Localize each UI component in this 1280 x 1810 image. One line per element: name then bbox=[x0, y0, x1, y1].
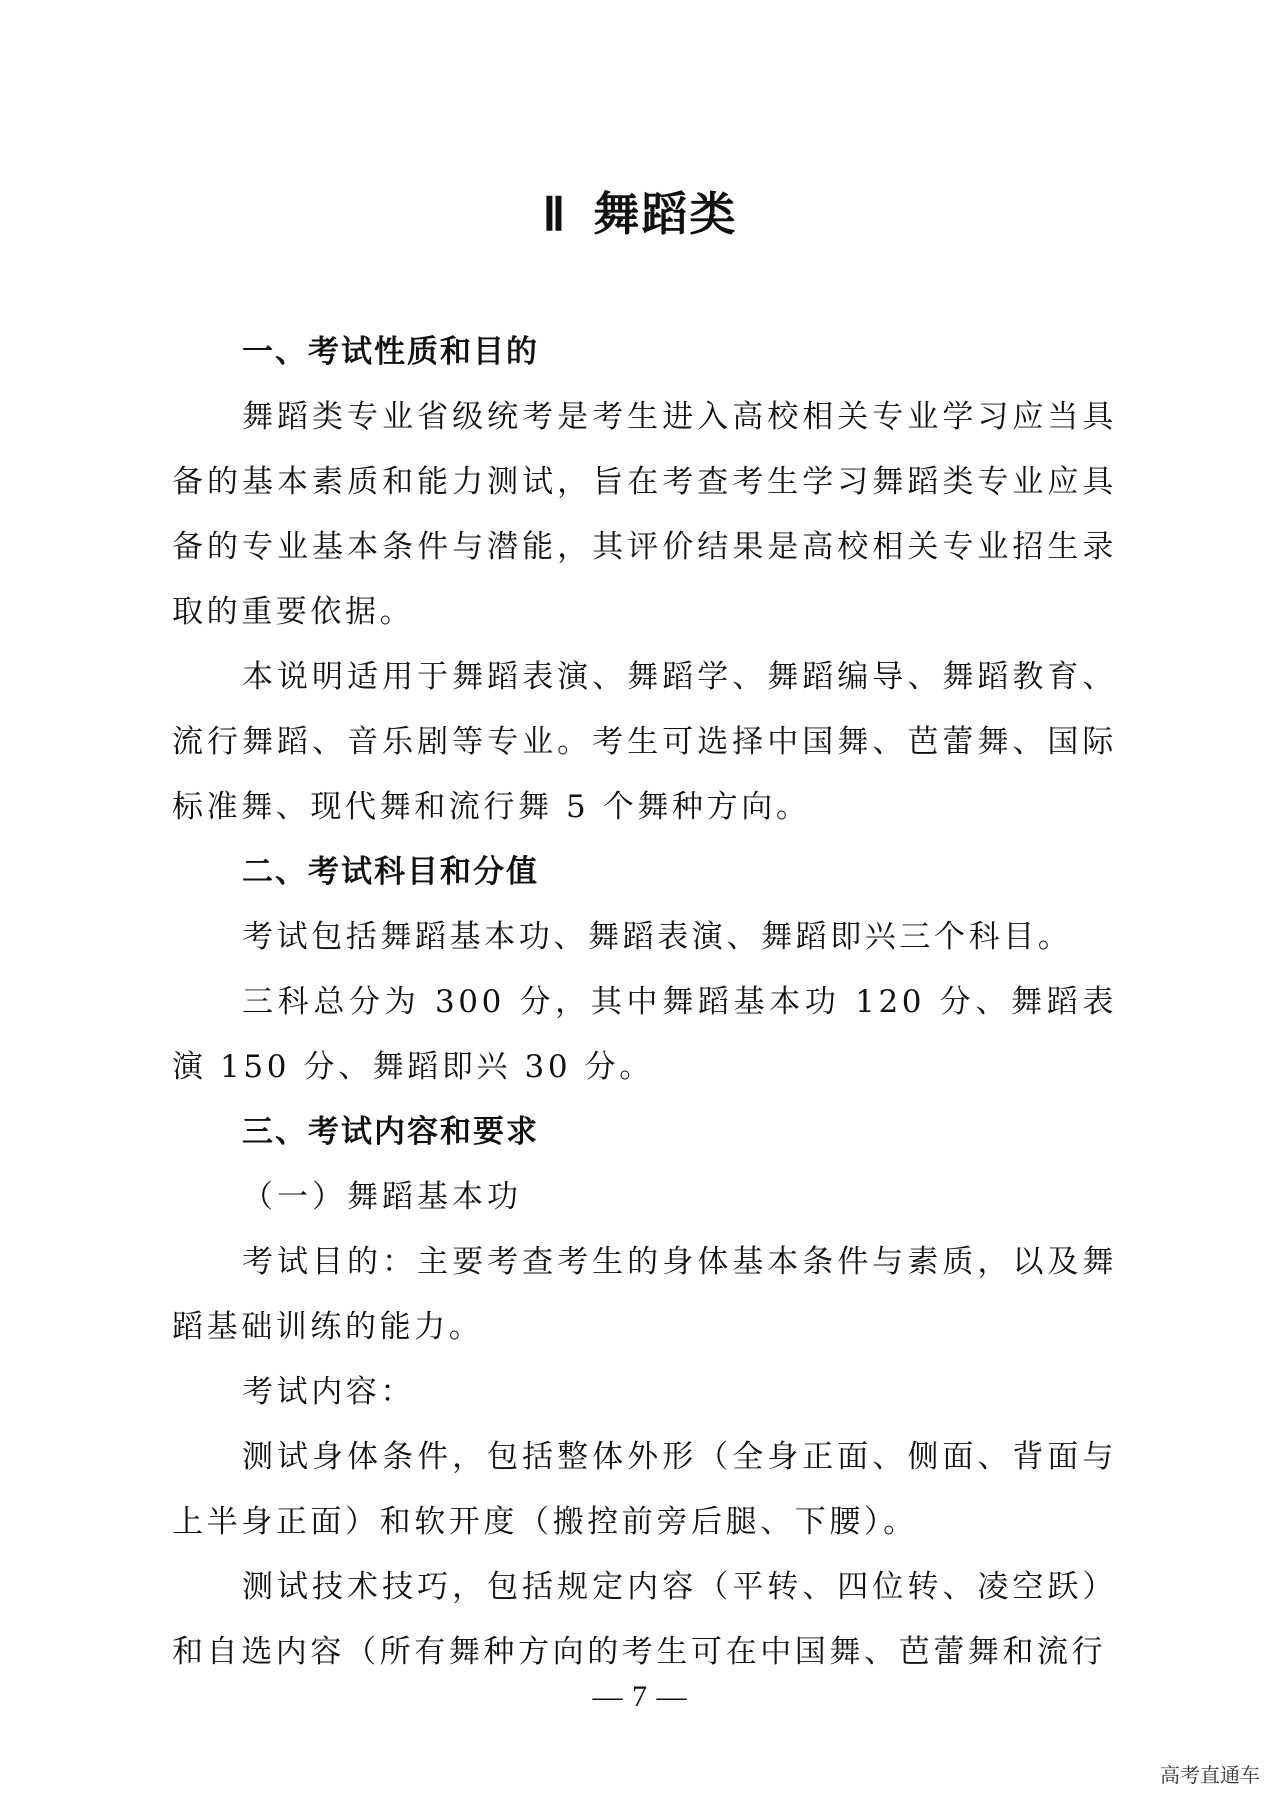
document-body bbox=[172, 320, 1117, 1685]
paragraph-purpose: 舞蹈类专业省级统考是考生进入高校相关专业学习应当具备的基本素质和能力测试，旨在考查考生学习舞蹈类专业应具备的专业基本条件与潜能，其评价结果是高校相关专业招生录取的重要依据。 bbox=[172, 399, 1117, 630]
title-roman-numeral: Ⅱ bbox=[542, 189, 568, 240]
paragraph-exam-purpose: 考试目的：主要考查考生的身体基本条件与素质，以及舞蹈基础训练的能力。 bbox=[172, 1244, 1117, 1345]
section-heading-1: 一、考试性质和目的 bbox=[242, 334, 539, 370]
watermark: 高考直通车 bbox=[1160, 1763, 1260, 1787]
paragraph-body-conditions: 测试身体条件，包括整体外形（全身正面、侧面、背面与上半身正面）和软开度（搬控前旁后腿、下腰）。 bbox=[172, 1439, 1117, 1540]
paragraph-scope: 本说明适用于舞蹈表演、舞蹈学、舞蹈编导、舞蹈教育、流行舞蹈、音乐剧等专业。考生可选择中国舞、芭蕾舞、国际标准舞、现代舞和流行舞 5 个舞种方向。 bbox=[172, 659, 1117, 825]
paragraph-scores: 三科总分为 300 分，其中舞蹈基本功 120 分、舞蹈表演 150 分、舞蹈即兴 30 分。 bbox=[172, 984, 1117, 1085]
section-heading-2: 二、考试科目和分值 bbox=[242, 854, 539, 890]
page-number: — 7 — bbox=[592, 1680, 688, 1713]
page-title bbox=[0, 178, 1280, 244]
paragraph-exam-content-label: 考试内容： bbox=[242, 1374, 415, 1410]
section-heading-3: 三、考试内容和要求 bbox=[242, 1114, 539, 1150]
paragraph-subjects: 考试包括舞蹈基本功、舞蹈表演、舞蹈即兴三个科目。 bbox=[242, 919, 1073, 955]
paragraph-technique: 测试技术技巧，包括规定内容（平转、四位转、凌空跃）和自选内容（所有舞种方向的考生可在中国舞、芭蕾舞和流行 bbox=[172, 1569, 1117, 1670]
subsection-heading-basic-skills: （一）舞蹈基本功 bbox=[242, 1179, 522, 1215]
title-text: 舞蹈类 bbox=[593, 187, 738, 241]
